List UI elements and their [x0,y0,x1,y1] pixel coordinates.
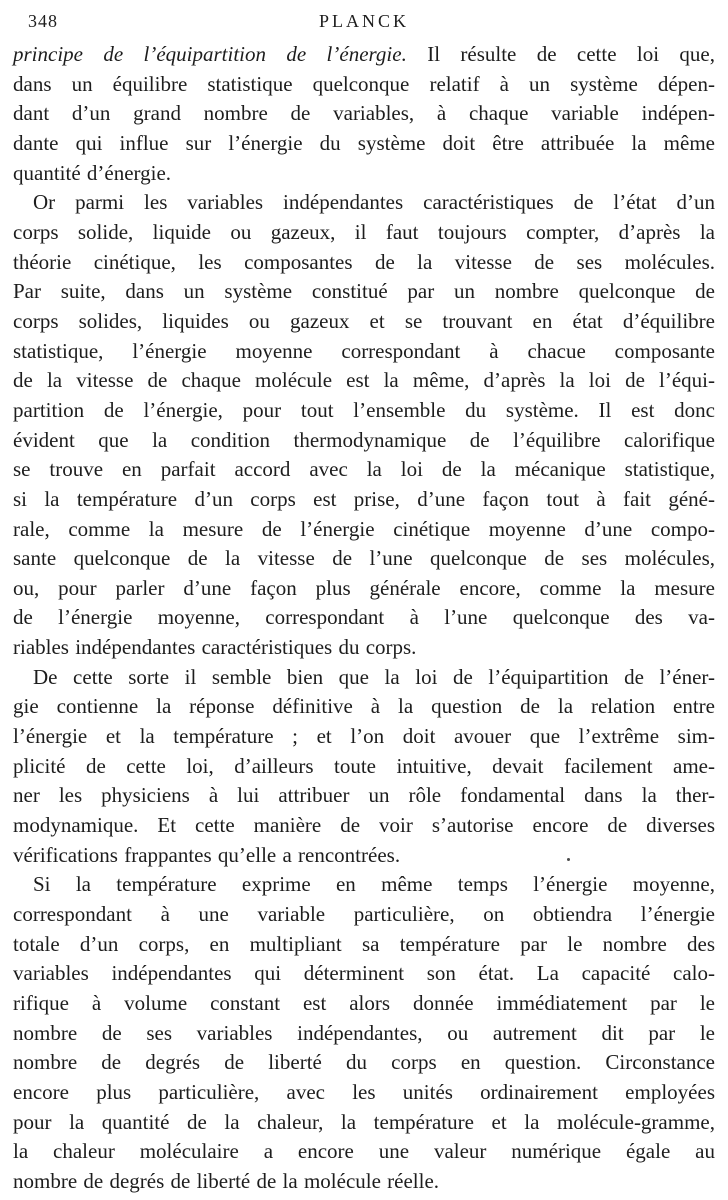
text-line: ner les physiciens à lui attribuer un rôle fondamental dans la ther- [13,783,715,808]
text-line: gie contienne la réponse définitive à la question de la relation entre [13,694,715,719]
text-line: Si la température exprime en même temps l’énergie moyenne, [33,872,715,897]
page-number: 348 [28,11,58,31]
text-line [13,40,715,70]
text-line: ou, pour parler d’une façon plus générale encore, comme la mesure [13,575,715,600]
text-line: dante qui influe sur l’énergie du système doit être attribuée la même [13,130,715,155]
text-line: riables indépendantes caractéristiques du corps. [13,635,417,660]
text-line: dant d’un grand nombre de variables, à chaque variable indépen- [13,101,715,126]
text-line: Par suite, dans un système constitué par un nombre quelconque de [13,279,715,304]
text-line: totale d’un corps, en multipliant sa température par le nombre des [13,931,715,956]
text-line: sante quelconque de la vitesse de l’une quelconque de ses molécules, [13,546,715,571]
text-line: corps solide, liquide ou gazeux, il faut toujours compter, d’après la [13,219,715,244]
text-line: statistique, l’énergie moyenne correspondant à chacue composante [13,338,715,363]
text-line: corps solides, liquides ou gazeux et se trouvant en état d’équilibre [13,308,715,333]
text-line: se trouve en parfait accord avec la loi de la mécanique statistique, [13,457,715,482]
text-line: De cette sorte il semble bien que la loi de l’équipartition de l’éner- [33,664,715,689]
text-line: théorie cinétique, les composantes de la vitesse de ses molécules. [13,249,715,274]
text-line: encore plus particulière, avec les unités ordinairement employées [13,1079,715,1104]
text-line: dans un équilibre statistique quelconque relatif à un système dépen- [13,71,715,96]
text-line: Or parmi les variables indépendantes caractéristiques de l’état d’un [33,190,715,215]
italic-phrase: principe de l’équipartition de l’énergie. [13,42,407,66]
text-line: plicité de cette loi, d’ailleurs toute intuitive, devait facilement ame- [13,753,715,778]
text-line: partition de l’énergie, pour tout l’ensemble du système. Il est donc [13,397,715,422]
running-head-title: PLANCK [318,11,409,31]
text-line: nombre de degrés de liberté du corps en question. Circonstance [13,1050,715,1075]
text-line: variables indépendantes qui déterminent son état. La capacité calo- [13,961,715,986]
text-line: évident que la condition thermodynamique de l’équilibre calorifique [13,427,715,452]
text-line: correspondant à une variable particulière, on obtiendra l’énergie [13,902,715,927]
text-line: l’énergie et la température ; et l’on doit avouer que l’extrême sim- [13,724,715,749]
text-line: nombre de degrés de liberté de la molécule réelle. [13,1168,440,1193]
text-line: rale, comme la mesure de l’énergie cinétique moyenne d’une compo- [13,516,715,541]
running-header [0,11,728,35]
text-line: la chaleur moléculaire a encore une valeur numérique égale au [13,1139,715,1164]
text-line: de l’énergie moyenne, correspondant à l’une quelconque des va- [13,605,715,630]
text-segment: Il résulte de cette loi que, [406,42,716,66]
text-line: quantité d’énergie. [13,160,172,185]
text-line: de la vitesse de chaque molécule est la même, d’après la loi de l’équi- [13,368,715,393]
text-line: rifique à volume constant est alors donnée immédiatement par le [13,991,715,1015]
text-line: nombre de ses variables indépendantes, ou autrement dit par le [13,1020,715,1045]
text-line: vérifications frappantes qu’elle a rencontrées. [13,842,401,867]
page-body [13,40,715,1197]
text-line: si la température d’un corps est prise, d’une façon tout à fait géné- [13,486,715,511]
text-line: modynamique. Et cette manière de voir s’autorise encore de diverses [13,813,715,838]
text-line: pour la quantité de la chaleur, la température et la molécule-gramme, [13,1109,715,1134]
ink-speck [567,858,570,861]
